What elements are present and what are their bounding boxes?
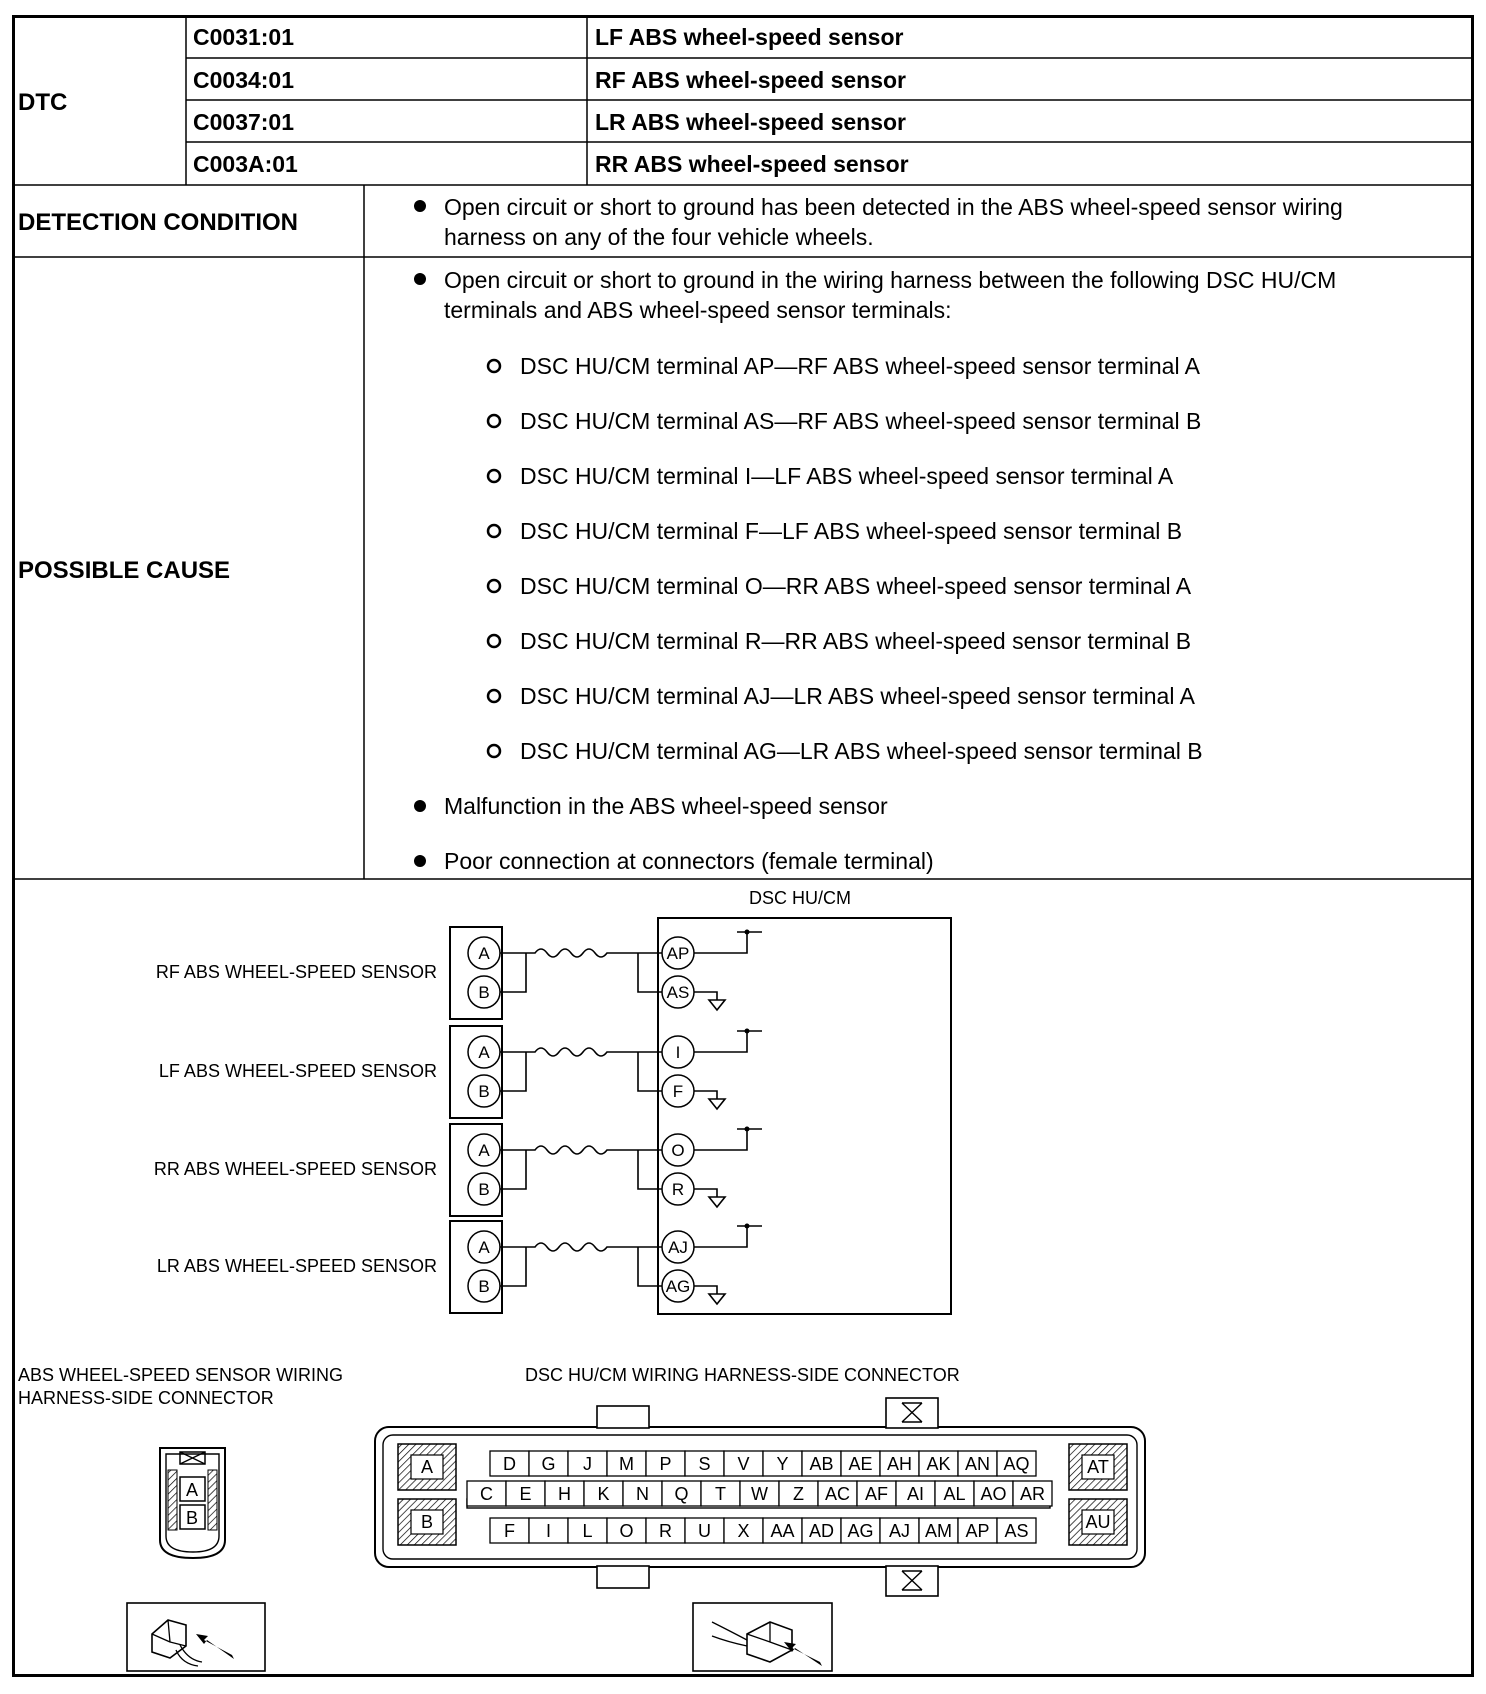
connector-pin-label: V [737, 1454, 750, 1474]
connector-pin-label: D [503, 1454, 516, 1474]
ground-icon [694, 1091, 725, 1109]
connector-pin-label: W [751, 1484, 768, 1504]
bullet-icon [414, 273, 426, 285]
possible-cause-label: POSSIBLE CAUSE [18, 557, 231, 584]
twisted-pair-wire [500, 1048, 662, 1091]
sensor-pin-label: B [478, 1082, 490, 1101]
connector-pin-label: AD [808, 1521, 835, 1541]
hollow-bullet-icon [488, 745, 500, 757]
connector-pin-label: AA [770, 1521, 795, 1541]
connector-pin-label: AQ [1003, 1454, 1030, 1474]
sensor-connector-title: HARNESS-SIDE CONNECTOR [18, 1388, 274, 1408]
bullet-icon [414, 855, 426, 867]
ground-icon [694, 1286, 725, 1304]
sensor-pin-label: A [478, 1043, 490, 1062]
cause-sub-item: DSC HU/CM terminal AG—LR ABS wheel-speed sensor terminal B [520, 738, 1203, 764]
cause-intro-line: terminals and ABS wheel-speed sensor terminals: [444, 297, 952, 323]
dtc-description: LR ABS wheel-speed sensor [595, 109, 907, 135]
sensor-connector-title: ABS WHEEL-SPEED SENSOR WIRING [18, 1365, 344, 1385]
dtc-code: C0037:01 [193, 109, 295, 135]
module-terminal-label: AG [665, 1277, 691, 1296]
connector-pin-label: H [558, 1484, 571, 1504]
connector-pin-label: AF [864, 1484, 889, 1504]
connector-top-key [597, 1406, 649, 1428]
connector-pin-label: AJ [888, 1521, 911, 1541]
wiring-diagram [154, 888, 951, 1314]
cause-sub-item: DSC HU/CM terminal I—LF ABS wheel-speed sensor terminal A [520, 463, 1174, 489]
power-supply-symbol [694, 1226, 762, 1247]
dtc-label: DTC [18, 89, 68, 116]
dtc-description: RF ABS wheel-speed sensor [595, 67, 907, 93]
side-terminal-label: AT [1087, 1457, 1109, 1477]
dsc-connector-title: DSC HU/CM WIRING HARNESS-SIDE CONNECTOR [525, 1365, 960, 1385]
cause-item: Malfunction in the ABS wheel-speed sensor [444, 793, 888, 819]
connector-pin-label: P [659, 1454, 672, 1474]
cause-sub-item: DSC HU/CM terminal AJ—LR ABS wheel-speed sensor terminal A [520, 683, 1195, 709]
module-terminal-label: AP [666, 944, 690, 963]
connector-pin-label: Z [793, 1484, 804, 1504]
dsc-module-box [658, 918, 951, 1314]
junction-dot [745, 1224, 750, 1229]
cause-item: Poor connection at connectors (female terminal) [444, 848, 934, 874]
hollow-bullet-icon [488, 470, 500, 482]
sensor-pin-label: A [478, 944, 490, 963]
connector-pin-label: AI [906, 1484, 925, 1504]
connector-pin-label: T [715, 1484, 726, 1504]
hollow-bullet-icon [488, 690, 500, 702]
connector-pin-grid [467, 1451, 1052, 1543]
sensor-circuit-rr [154, 1124, 762, 1216]
junction-dot [745, 1127, 750, 1132]
connector-pin-label: X [737, 1521, 750, 1541]
hollow-bullet-icon [488, 415, 500, 427]
module-terminal-label: F [672, 1082, 684, 1101]
cause-sub-item: DSC HU/CM terminal O—RR ABS wheel-speed sensor terminal A [520, 573, 1192, 599]
sensor-name: RF ABS WHEEL-SPEED SENSOR [155, 962, 437, 982]
connector-pin-label: I [545, 1521, 552, 1541]
twisted-pair-wire [500, 949, 662, 992]
hollow-bullet-icon [488, 635, 500, 647]
connector-pin-label: A [185, 1480, 199, 1500]
sensor-name: RR ABS WHEEL-SPEED SENSOR [153, 1159, 437, 1179]
ground-icon [694, 1189, 725, 1207]
dtc-description: LF ABS wheel-speed sensor [595, 24, 904, 50]
connector-pin-label: Y [776, 1454, 789, 1474]
connector-pin-label: U [698, 1521, 711, 1541]
module-terminal-label: I [675, 1043, 681, 1062]
sensor-connector-view-icon [127, 1603, 265, 1671]
side-terminal-label: A [420, 1457, 434, 1477]
sensor-circuit-lf [159, 1026, 762, 1118]
cause-intro-line: Open circuit or short to ground in the wiring harness between the following DSC HU/CM [444, 267, 1337, 293]
bullet-icon [414, 200, 426, 212]
sensor-name: LF ABS WHEEL-SPEED SENSOR [158, 1061, 437, 1081]
cause-sub-list [488, 353, 1203, 764]
sensor-pin-label: B [478, 983, 490, 1002]
sensor-harness-connector [18, 1365, 343, 1558]
twisted-pair-wire [500, 1146, 662, 1189]
detection-text-line: Open circuit or short to ground has been detected in the ABS wheel-speed sensor wiring [444, 194, 1343, 220]
connector-bottom-key [597, 1566, 649, 1588]
module-terminal-label: AJ [668, 1238, 688, 1257]
connector-pin-label: E [519, 1484, 532, 1504]
bullet-icon [414, 800, 426, 812]
module-terminal-label: AS [666, 983, 690, 1002]
cause-sub-item: DSC HU/CM terminal F—LF ABS wheel-speed sensor terminal B [520, 518, 1183, 544]
cause-sub-item: DSC HU/CM terminal AS—RF ABS wheel-speed sensor terminal B [520, 408, 1202, 434]
sensor-name: LR ABS WHEEL-SPEED SENSOR [156, 1256, 437, 1276]
cause-sub-item: DSC HU/CM terminal AP—RF ABS wheel-speed sensor terminal A [520, 353, 1201, 379]
side-terminal-label: AU [1085, 1512, 1111, 1532]
module-terminal-label: R [671, 1180, 685, 1199]
junction-dot [745, 930, 750, 935]
sensor-pin-label: B [478, 1277, 490, 1296]
dsc-harness-connector [375, 1365, 1145, 1596]
hollow-bullet-icon [488, 360, 500, 372]
sensor-pin-label: A [478, 1238, 490, 1257]
connector-pin-label: AB [809, 1454, 834, 1474]
detection-condition-label: DETECTION CONDITION [18, 209, 298, 236]
hollow-bullet-icon [488, 580, 500, 592]
connector-pin-label: J [583, 1454, 592, 1474]
ground-icon [694, 992, 725, 1010]
dsc-connector-view-icon [693, 1603, 832, 1671]
connector-pin-label: C [480, 1484, 493, 1504]
connector-pin-label: AH [886, 1454, 913, 1474]
connector-pin-label: S [698, 1454, 711, 1474]
connector-pin-label: AP [965, 1521, 990, 1541]
connector-pin-label: AS [1004, 1521, 1029, 1541]
junction-dot [745, 1029, 750, 1034]
hatched-side [208, 1470, 217, 1530]
sensor-circuit-lr [157, 1221, 762, 1313]
dtc-code: C0031:01 [193, 24, 295, 50]
connector-pin-label: N [636, 1484, 649, 1504]
power-supply-symbol [694, 1129, 762, 1150]
hollow-bullet-icon [488, 525, 500, 537]
connector-pin-label: AC [824, 1484, 851, 1504]
twisted-pair-wire [500, 1243, 662, 1286]
connector-pin-label: AG [847, 1521, 874, 1541]
connector-pin-label: G [541, 1454, 556, 1474]
hatched-side [168, 1470, 177, 1530]
connector-pin-label: O [619, 1521, 634, 1541]
connector-pin-label: AR [1019, 1484, 1046, 1504]
connector-pin-label: L [582, 1521, 593, 1541]
sensor-circuit-rf [156, 927, 762, 1019]
cause-sub-item: DSC HU/CM terminal R—RR ABS wheel-speed sensor terminal B [520, 628, 1192, 654]
dtc-code: C003A:01 [193, 151, 298, 177]
connector-pin-label: M [619, 1454, 634, 1474]
connector-pin-label: AK [926, 1454, 951, 1474]
dtc-code: C0034:01 [193, 67, 295, 93]
connector-pin-label: AN [964, 1454, 991, 1474]
module-title: DSC HU/CM [749, 888, 851, 908]
dtc-description: RR ABS wheel-speed sensor [595, 151, 909, 177]
power-supply-symbol [694, 1031, 762, 1052]
sensor-pin-label: A [478, 1141, 490, 1160]
connector-pin-label: B [185, 1508, 199, 1528]
connector-pin-label: Q [674, 1484, 689, 1504]
connector-pin-label: R [659, 1521, 672, 1541]
connector-pin-label: AO [980, 1484, 1007, 1504]
sensor-pin-label: B [478, 1180, 490, 1199]
power-supply-symbol [694, 932, 762, 953]
connector-pin-label: F [504, 1521, 515, 1541]
connector-pin-label: AM [925, 1521, 952, 1541]
connector-pin-label: AL [943, 1484, 966, 1504]
connector-pin-label: K [597, 1484, 610, 1504]
module-terminal-label: O [671, 1141, 685, 1160]
side-terminal-label: B [420, 1512, 434, 1532]
detection-text-line: harness on any of the four vehicle wheels. [444, 224, 874, 250]
connector-pin-label: AE [848, 1454, 873, 1474]
